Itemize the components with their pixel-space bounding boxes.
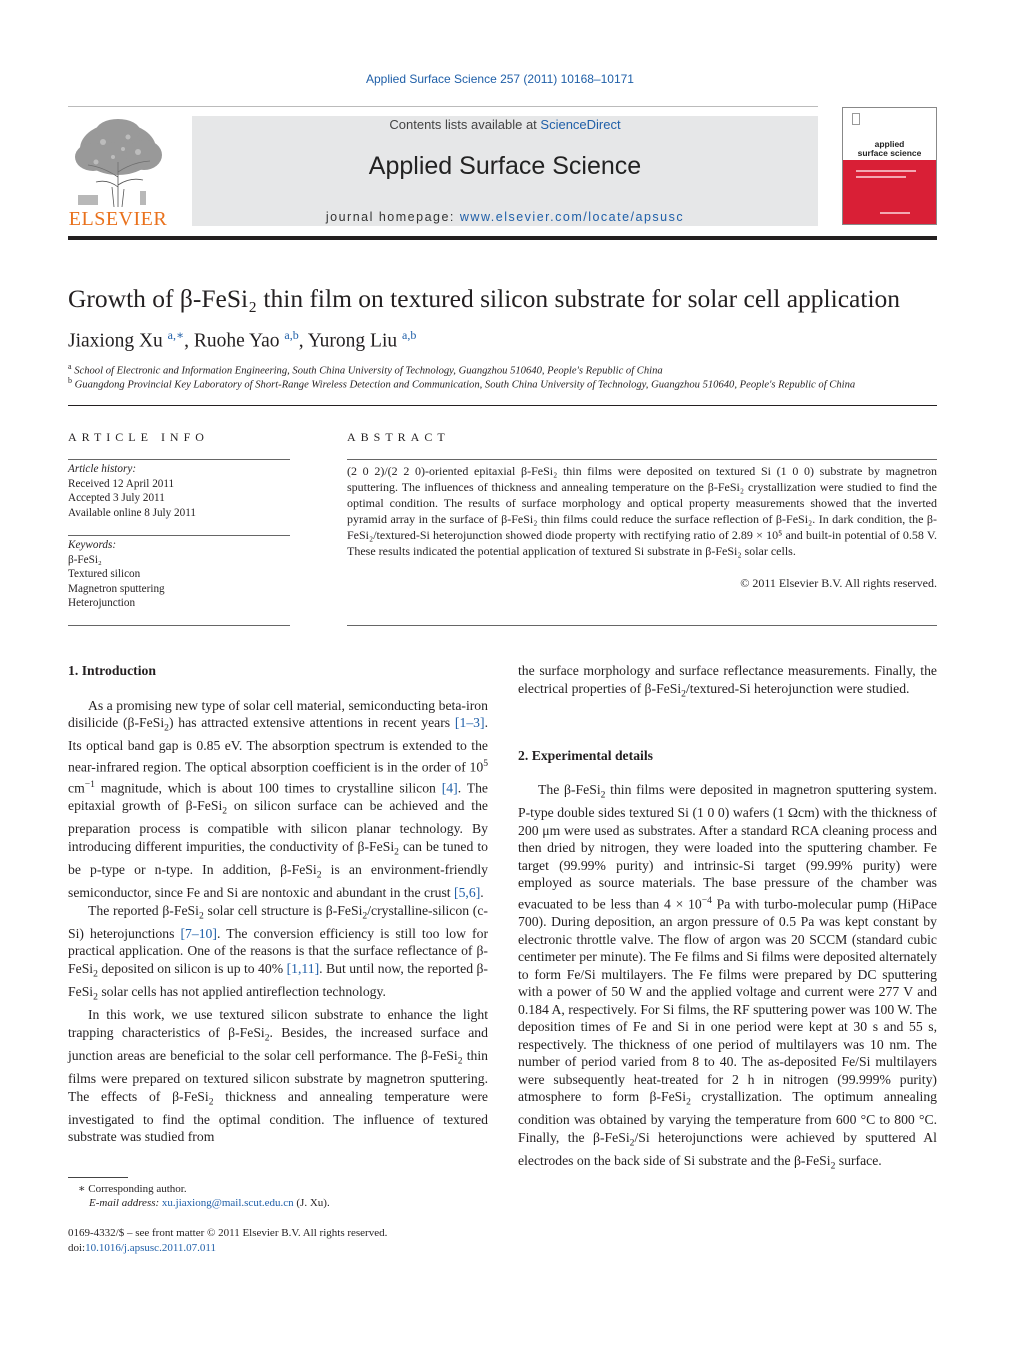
journal-title: Applied Surface Science [368,152,642,180]
keyword: Magnetron sputtering [68,582,165,595]
author-name: Yurong Liu [307,330,398,352]
section-heading: 2. Experimental details [518,747,653,763]
divider [68,625,290,626]
author-affiliation-mark[interactable]: a,b [284,328,299,342]
doi-line: doi:10.1016/j.apsusc.2011.07.011 [68,1242,216,1254]
keyword: Heterojunction [68,597,136,610]
cover-line-icon [856,170,916,172]
keyword: β-FeSi₂ [68,553,102,566]
homepage-link[interactable]: www.elsevier.com/locate/apsusc [459,210,685,224]
email-link[interactable]: xu.jiaxiong@mail.scut.edu.cn [161,1197,294,1209]
journal-citation[interactable]: Applied Surface Science 257 (2011) 10168–10171 [366,72,634,86]
cover-logo-icon [852,113,860,125]
author-affiliation-mark[interactable]: a,b [402,328,417,342]
body-paragraph: In this work, we use textured silicon substrate to enhance the light trapping characteristics of β-FeSi$_2$. Besides, the increased surface and junction areas are beneficial to the solar cell performance. The β-FeSi$_2$ thin films were prepared on textured silicon substrate by magnetron sputtering. The effects of β-FeSi$_2$ thickness and annealing temperature were investigated to find the optimal condition. The influence of textured substrate was studied from [68,1007,489,1145]
author-affiliation-mark[interactable]: a,∗ [167,328,185,342]
abstract-heading: ABSTRACT [347,430,450,444]
citation-link[interactable]: [1,11] [286,960,320,976]
divider [347,459,937,460]
body-paragraph: The β-FeSi$_2$ thin films were deposited in magnetron sputtering system. P-type double sides textured Si (1 0 0) wafers (1 Ωcm) with the thickness of 200 μm were used as substrates. After a standard RCA cleaning process and then dried by nitrogen, they were loaded into the sputtering chamber. Fe target (99.99% purity) and intrinsic-Si target (99.99% purity) were employed as source materials. The base pressure of the chamber was evacuated to be less than $4 \times 10^{-4}$ Pa with turbo-molecular pump (HiPace 700). During deposition, an argon pressure of 0.5 Pa was kept constant by electronic throttle valve. The flow of argon was 20 SCCM (standard cubic centimeter per minute). The Fe films and Si films were deposited alternately to form Fe/Si multilayers. The Fe films were prepared by DC sputtering with a power of 50 W and the applied voltage and current were 277 V and 0.184 A, respectively. For Si films, the RF sputtering power was 100 W. The deposition times of Fe and Si in one period were kept at 30 s and 55 s, respectively. The thickness of one period of multilayers was 10 nm. The number of period varied from 8 to 40. The as-deposited Fe/Si multilayers were subsequently heat-treated for 2 h in nitrogen (99.999% purity) atmosphere to form β-FeSi$_2$ crystallization. The optimum annealing condition was obtained by varying the temperature from 600 °C to 800 °C. Finally, the β-FeSi$_2$/Si heterojunctions were achieved by sputtered Al electrodes on the back side of Si substrate and the β-FeSi$_2$ surface. [518,782,938,1172]
section-heading: 1. Introduction [68,663,156,678]
email-note: E-mail address: xu.jiaxiong@mail.scut.edu.cn (J. Xu). [89,1197,330,1209]
keyword: Textured silicon [68,568,141,581]
affiliation: $^a$ School of Electronic and Information Engineering, South China University of Technology, Guangzhou 510640, People's Republic of China [68,362,663,377]
affiliation: $^b$ Guangdong Provincial Key Laboratory of Short-Range Wireless Detection and Communication, South China University of Technology, Guangzhou 510640, People's Republic of China [68,376,856,391]
right-column [518,662,937,1175]
citation-link[interactable]: [5,6] [454,885,481,901]
body-paragraph: The reported β-FeSi$_2$ solar cell structure is β-FeSi$_2$/crystalline-silicon (c-Si) heterojunctions [7–10]. The conversion efficiency is still too low for practical application. One of the reasons is that the surface reflectance of β-FeSi$_2$ deposited on silicon is up to 40% [1,11]. But until now, the reported β-FeSi$_2$ solar cells has not applied antireflection technology. [68,902,489,1003]
article-history: Article history: Received 12 April 2011 Accepted 3 July 2011 Available online 8 July 2011 [68,463,197,519]
corresponding-author-note: ∗ Corresponding author. [78,1183,187,1195]
sciencedirect-link[interactable]: ScienceDirect [540,117,621,132]
body-paragraph: the surface morphology and surface reflectance measurements. Finally, the electrical properties of β-FeSi$_2$/textured-Si heterojunction were studied. [518,663,937,700]
article-title: Growth of β-FeSi₂ thin film on textured silicon substrate for solar cell application [68,284,901,313]
divider [68,459,290,460]
citation-link[interactable]: [7–10] [180,925,217,941]
keywords: Keywords: β-FeSi₂ Textured silicon Magnetron sputtering Heterojunction [68,539,165,610]
citation-link[interactable]: [4] [441,780,458,796]
elsevier-wordmark: ELSEVIER [68,208,168,230]
divider [68,405,937,406]
cover-title: applied surface science [857,139,922,158]
author-name: Ruohe Yao [193,330,280,352]
abstract-copyright: © 2011 Elsevier B.V. All rights reserved. [740,576,937,590]
citation-link[interactable]: [1–3] [454,715,485,730]
cover-line-icon [856,176,906,178]
abstract-text: (2 0 2)/(2 2 0)-oriented epitaxial β-FeSi₂ thin films were deposited on textured Si (1 0 0) substrate by magnetron sputtering. The influences of thickness and annealing temperature on the β-FeSi₂ crystallization were studied to find the optimal condition. The results of surface morphology and optical property measurements showed that the inverted pyramid array in the surface of β-FeSi₂ thin films could reduce the surface reflection of β-FeSi₂. In dark condition, the β-FeSi₂/textured-Si heterojunction showed diode property with rectifying ratio of 2.89 × 10⁵ and built-in potential of 0.58 V. These results indicated the potential application of textured Si substrate in β-FeSi₂ solar cells. [347,464,937,558]
masthead-rule [68,236,937,240]
author-name: Jiaxiong Xu [68,330,163,352]
cover-line-icon [880,212,910,214]
header-rule [68,106,818,107]
doi-link[interactable]: 10.1016/j.apsusc.2011.07.011 [85,1242,216,1254]
divider [68,535,290,536]
issn-line: 0169-4332/$ – see front matter © 2011 Elsevier B.V. All rights reserved. [68,1227,388,1239]
body-paragraph: As a promising new type of solar cell material, semiconducting beta-iron disilicide (β-FeSi$_2$) has attracted extensive attentions in recent years [1–3]. Its optical band gap is 0.85 eV. The absorption spectrum is extended to the near-infrared region. The optical absorption coefficient is in the order of $10^5$ $cm^{-1}$ magnitude, which is about 100 times to crystalline silicon [4]. The epitaxial growth of β-FeSi$_2$ on silicon surface can be achieved and the preparation process is compatible with silicon planar technology. By introducing different impurities, the conductivity of β-FeSi$_2$ can be tuned to be p-type or n-type. In addition, β-FeSi$_2$ is an environment-friendly semiconductor, since Fe and Si are nontoxic and abundant in the crust [5,6]. [68,697,488,901]
footnote-rule [68,1177,128,1178]
article-info-heading: ARTICLE INFO [68,430,209,444]
contents-line: Contents lists available at ScienceDirect [389,117,621,132]
left-column [68,662,488,1146]
author-list: Jiaxiong Xu $^{a,∗}$, Ruohe Yao $^{a,b}$, Yurong Liu $^{a,b}$ [68,328,417,352]
elsevier-tree-logo [68,117,168,209]
divider [347,625,937,626]
journal-homepage: journal homepage: www.elsevier.com/locate/apsusc [325,210,685,224]
